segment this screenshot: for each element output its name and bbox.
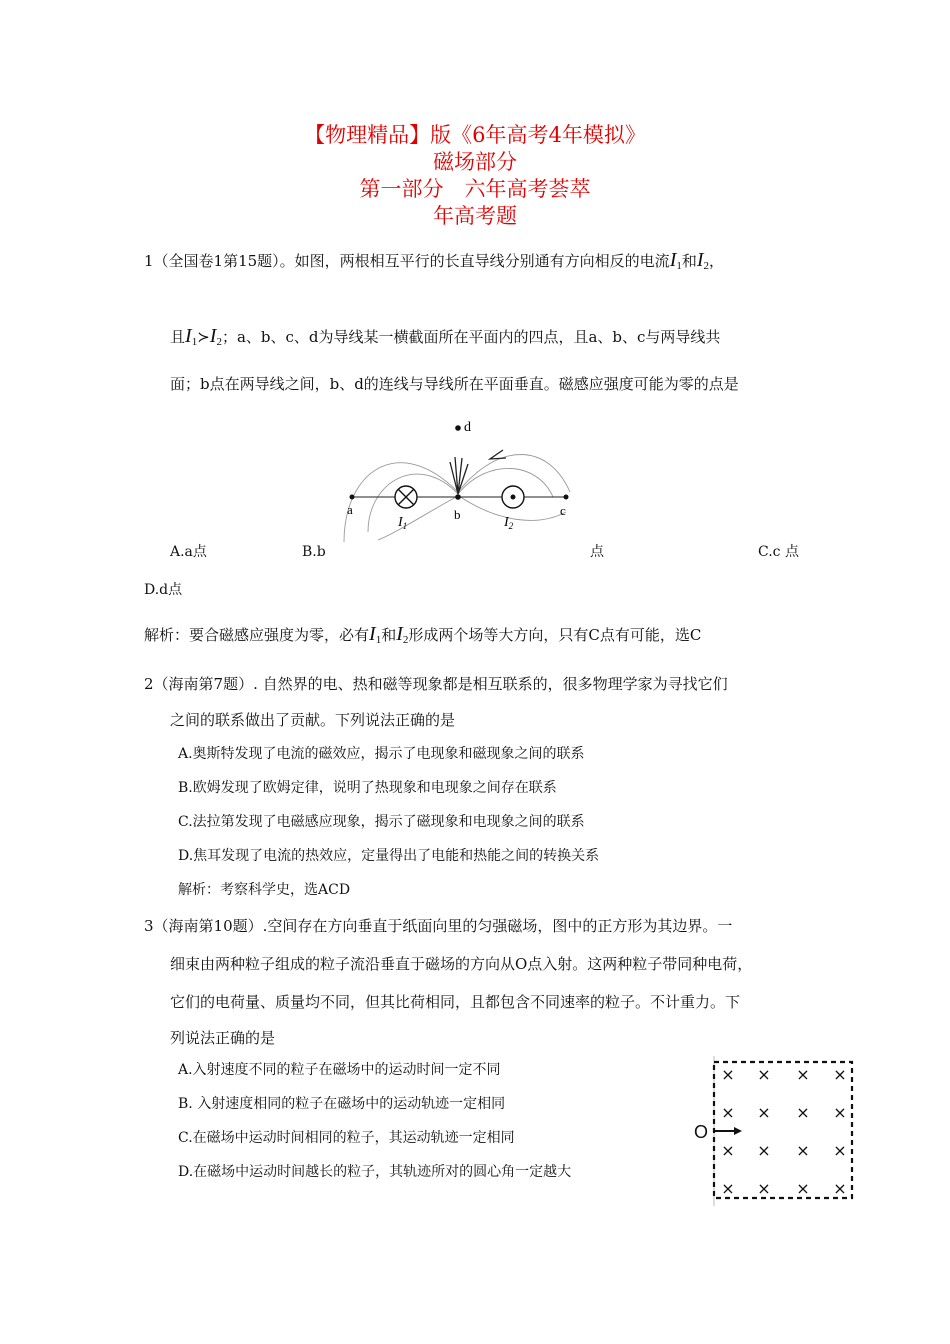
- cross-icon: ×: [796, 1179, 810, 1198]
- cross-icon: ×: [796, 1065, 810, 1084]
- wire-I1-into-page-icon: [395, 486, 417, 508]
- point-c: [564, 495, 569, 500]
- q3-option-c[interactable]: C.在磁场中运动时间相同的粒子，其运动轨迹一定相同: [178, 1130, 515, 1146]
- cross-icon: ×: [721, 1065, 735, 1084]
- cross-icon: ×: [833, 1179, 847, 1198]
- q3-magnetic-field-figure: [692, 1056, 872, 1206]
- q3-line4: 列说法正确的是: [170, 1029, 276, 1047]
- symbol-I1: $I_1$: [185, 325, 198, 348]
- cross-icon: ×: [833, 1103, 847, 1122]
- cross-icon: ×: [796, 1103, 810, 1122]
- q3-option-d[interactable]: D.在磁场中运动时间越长的粒子，其轨迹所对的圆心角一定越大: [178, 1164, 572, 1180]
- q3-option-a[interactable]: A.入射速度不同的粒子在磁场中的运动时间一定不同: [178, 1062, 501, 1078]
- q2-option-a[interactable]: A.奥斯特发现了电流的磁效应，揭示了电现象和磁现象之间的联系: [178, 746, 585, 762]
- symbol-I2: $I_2$: [396, 623, 409, 646]
- label-c: c: [560, 503, 566, 518]
- cross-icon: ×: [757, 1141, 771, 1160]
- q1-line1: [144, 250, 724, 276]
- cross-icon: ×: [757, 1103, 771, 1122]
- symbol-I2: $I_2$: [696, 249, 710, 272]
- symbol-I1: $I_1$: [669, 249, 682, 272]
- symbol-I1: $I_1$: [369, 623, 382, 646]
- arrowhead-icon: [734, 1127, 742, 1135]
- q3-line3: 它们的电荷量、质量均不同，但其比荷相同，且都包含不同速率的粒子。不计重力。下: [170, 993, 741, 1011]
- q1-and: 和: [681, 252, 697, 270]
- q2-line1: 2（海南第7题）. 自然界的电、热和磁等现象都是相互联系的，很多物理学家为寻找它们: [144, 675, 728, 693]
- q1-wire-figure: [338, 412, 578, 542]
- q1-option-d[interactable]: D.d点: [144, 582, 183, 598]
- doc-title: 【物理精品】版《6年高考4年模拟》: [304, 123, 646, 147]
- q1-option-b-suffix: 点: [590, 544, 604, 560]
- cross-icon: ×: [833, 1141, 847, 1160]
- q2-analysis: 解析：考察科学史，选ACD: [178, 882, 351, 898]
- label-I1: $I_1$: [398, 515, 408, 531]
- cross-icon: ×: [833, 1065, 847, 1084]
- label-d: d: [464, 420, 471, 435]
- q1-stem-start: 1（全国卷1第15题）。如图，两根相互平行的长直导线分别通有方向相反的电流: [144, 252, 670, 270]
- symbol-I2: $I_2$: [209, 325, 222, 348]
- label-a: a: [347, 502, 353, 517]
- point-a: [350, 495, 355, 500]
- field-line: [378, 496, 458, 540]
- wire-I2-out-of-page-icon: [502, 486, 524, 508]
- q1-line2: [170, 326, 720, 352]
- section-title: 磁场部分: [433, 150, 517, 174]
- q1-line2-lead: 且: [170, 328, 186, 346]
- cross-icon: ×: [721, 1179, 735, 1198]
- q2-option-c[interactable]: C.法拉第发现了电磁感应现象，揭示了磁现象和电现象之间的联系: [178, 814, 585, 830]
- q1-option-b[interactable]: B.b: [302, 544, 326, 560]
- q2-line2: 之间的联系做出了贡献。下列说法正确的是: [170, 711, 456, 729]
- q3-line2: 细束由两种粒子组成的粒子流沿垂直于磁场的方向从O点入射。这两种粒子带同种电荷，: [170, 955, 753, 973]
- q1-comma: ，: [709, 252, 725, 270]
- field-arrow: [490, 450, 506, 459]
- q1-analysis: 解析：要合磁感应强度为零，必有$I_1$和$I_2$形成两个场等大方向，只有C点有可能，选C: [144, 623, 702, 646]
- point-b: [455, 494, 461, 500]
- label-b: b: [454, 507, 461, 522]
- q2-option-d[interactable]: D.焦耳发现了电流的热效应，定量得出了电能和热能之间的转换关系: [178, 848, 600, 864]
- cross-icon: ×: [796, 1141, 810, 1160]
- cross-icon: ×: [757, 1179, 771, 1198]
- cross-icon: ×: [721, 1103, 735, 1122]
- q1-option-a[interactable]: A.a点: [170, 544, 207, 560]
- cross-icon: ×: [721, 1141, 735, 1160]
- point-d: [455, 425, 461, 431]
- part-title: 第一部分 六年高考荟萃: [359, 177, 591, 201]
- q3-line1: 3（海南第10题）.空间存在方向垂直于纸面向里的匀强磁场，图中的正方形为其边界。一: [144, 917, 733, 935]
- q1-option-c[interactable]: C.c 点: [758, 544, 799, 560]
- cross-icon: ×: [757, 1065, 771, 1084]
- q1-line3: 面；b点在两导线之间，b、d的连线与导线所在平面垂直。磁感应强度可能为零的点是: [170, 375, 739, 393]
- q1-line2-text: ；a、b、c、d为导线某一横截面所在平面内的四点，且a、b、c与两导线共: [221, 328, 721, 346]
- subsection-title: 年高考题: [433, 204, 517, 228]
- q3-option-b[interactable]: B. 入射速度相同的粒子在磁场中的运动轨迹一定相同: [178, 1096, 506, 1112]
- q2-option-b[interactable]: B.欧姆发现了欧姆定律，说明了热现象和电现象之间存在联系: [178, 780, 557, 796]
- label-I2: $I_2$: [504, 515, 514, 531]
- label-O: O: [694, 1122, 709, 1142]
- greater-than-symbol: ≻: [197, 328, 210, 346]
